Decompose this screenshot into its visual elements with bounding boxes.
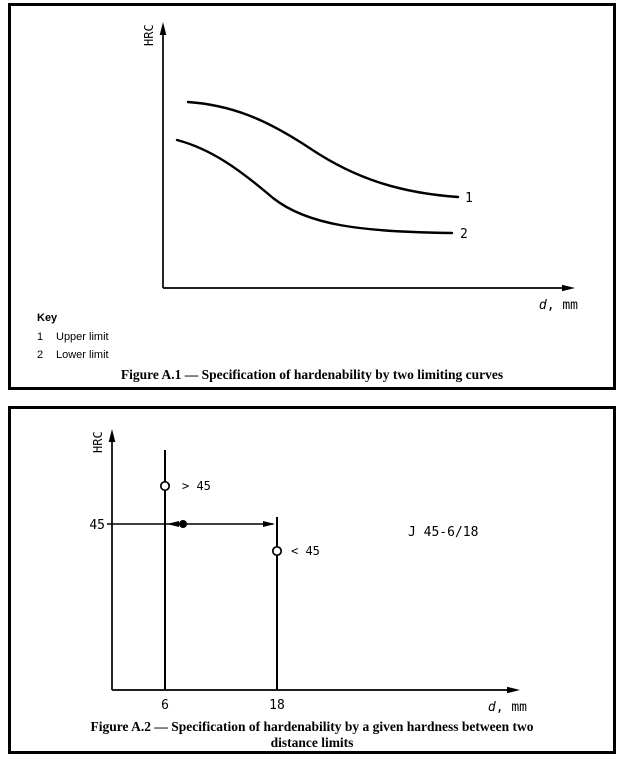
figure-a2-caption: [11, 719, 613, 751]
figure-a1-frame: [8, 3, 616, 390]
key-item: [37, 331, 109, 344]
y-axis-arrow-icon: [109, 429, 116, 442]
figure-a2-caption-line2: distance limits: [270, 735, 354, 750]
key-item-number: 2: [37, 349, 44, 361]
curve-2-label: 2: [460, 227, 468, 242]
upper-limit-curve: [188, 102, 458, 197]
tick-18-label: 18: [269, 698, 285, 713]
y-axis-label: HRC: [142, 24, 156, 46]
key: [37, 312, 109, 367]
y-axis-arrow-icon: [160, 22, 167, 35]
key-item: [37, 349, 109, 362]
point-above-45-label: > 45: [182, 479, 211, 493]
point-below-45-label: < 45: [291, 544, 320, 558]
x-axis-var: d: [487, 700, 496, 715]
figure-a2-plot: [11, 409, 613, 748]
x-axis-label: [539, 298, 578, 313]
x-axis-unit: , mm: [495, 700, 527, 715]
point-above-45-marker: [161, 482, 169, 490]
key-title: Key: [37, 312, 58, 324]
key-item-label: Lower limit: [56, 349, 109, 361]
key-item-label: Upper limit: [56, 331, 109, 343]
point-below-45-marker: [273, 547, 281, 555]
curve-1-label: 1: [465, 191, 473, 206]
midpoint-dot-icon: [179, 520, 187, 528]
dimension-arrow-right-icon: [263, 521, 275, 527]
x-axis-arrow-icon: [507, 687, 520, 694]
x-axis-var: d: [538, 298, 547, 313]
key-item-number: 1: [37, 331, 44, 343]
lower-limit-curve: [177, 140, 452, 233]
x-axis-unit: , mm: [546, 298, 578, 313]
designation-label: J 45-6/18: [408, 525, 479, 540]
y-axis-label: HRC: [91, 431, 105, 453]
figure-a2-caption-line1: Figure A.2 — Specification of hardenability by a given hardness between two: [90, 719, 534, 734]
tick-6-label: 6: [161, 698, 169, 713]
figure-a1-caption: Figure A.1 — Specification of hardenability by two limiting curves: [120, 367, 504, 382]
figure-a2-frame: [8, 406, 616, 754]
x-axis-arrow-icon: [562, 285, 575, 292]
dimension-arrow-left-icon: [167, 521, 179, 527]
hardness-45-label: 45: [89, 518, 105, 533]
x-axis-label: [488, 700, 527, 715]
